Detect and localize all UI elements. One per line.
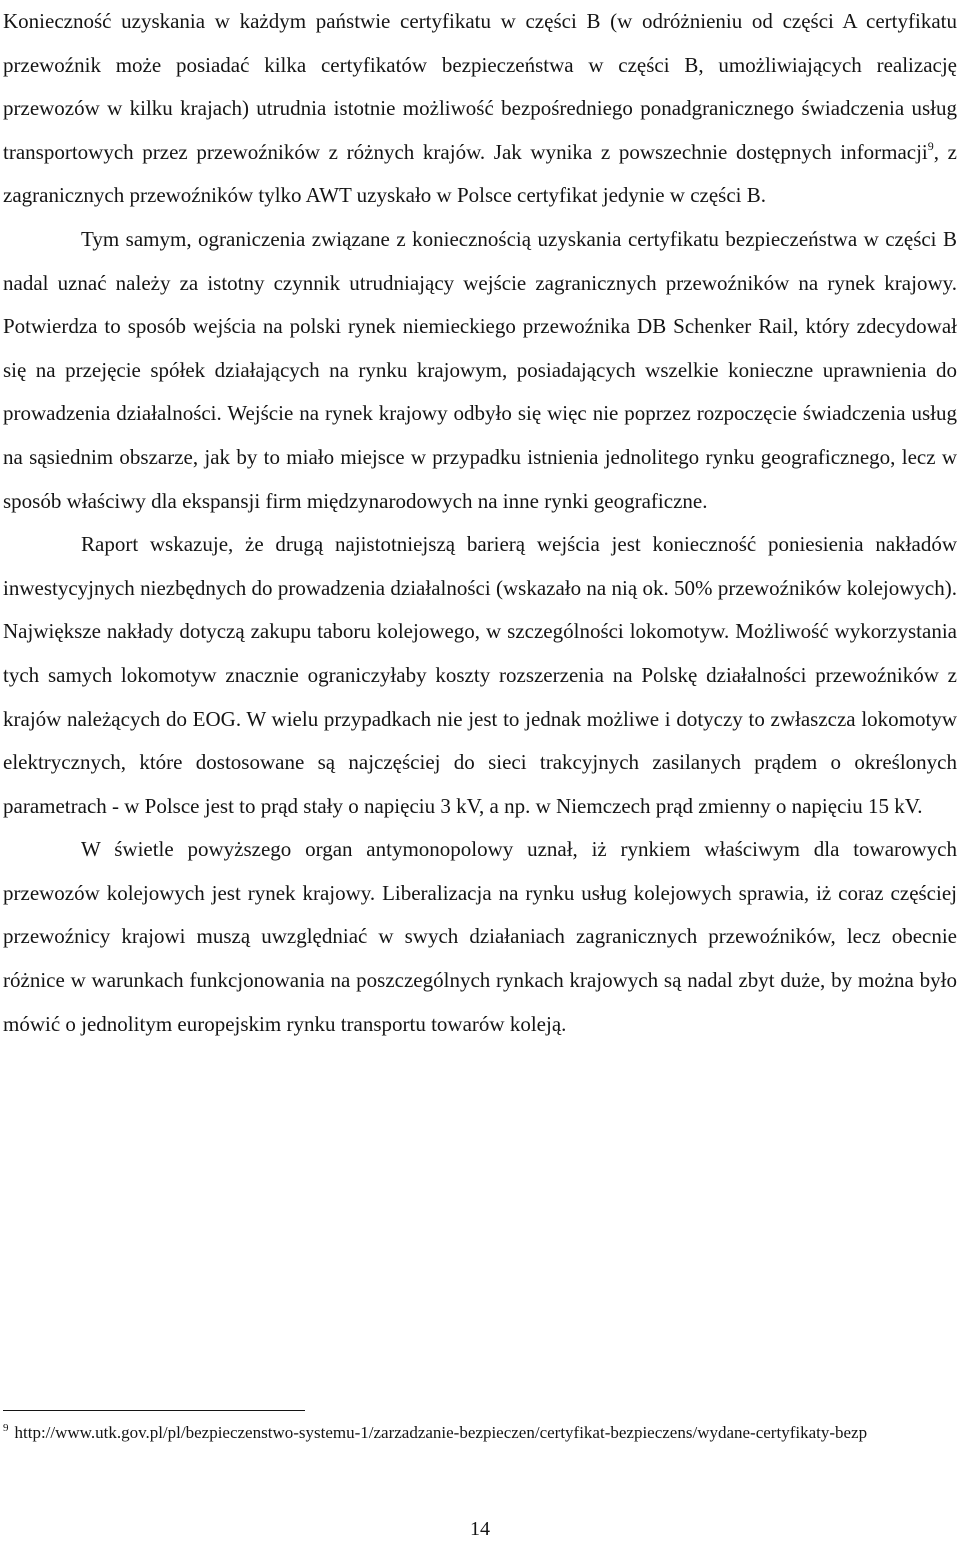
footnote-number: 9	[3, 1422, 9, 1434]
body-text	[3, 0, 957, 1046]
footnote-separator	[3, 1410, 305, 1411]
paragraph-2: Tym samym, ograniczenia związane z koniecznością uzyskania certyfikatu bezpieczeństwa w części B nadal uznać należy za istotny czynnik utrudniający wejście zagranicznych przewoźników na rynek krajowy. Potwierdza to sposób wejścia na polski rynek niemieckiego przewoźnika DB Schenker Rail, który zdecydował się na przejęcie spółek działających na rynku krajowym, posiadających wszelkie konieczne uprawnienia do prowadzenia działalności. Wejście na rynek krajowy odbyło się więc nie poprzez rozpoczęcie świadczenia usług na sąsiednim obszarze, jak by to miało miejsce w przypadku istnienia jednolitego rynku geograficznego, lecz w sposób właściwy dla ekspansji firm międzynarodowych na inne rynki geograficzne.	[3, 226, 957, 513]
footnote-reference[interactable]: 9	[927, 138, 934, 153]
paragraph-4: W świetle powyższego organ antymonopolowy uznał, iż rynkiem właściwym dla towarowych przewozów kolejowych jest rynek krajowy. Liberalizacja na rynku usług kolejowych sprawia, iż coraz częściej przewoźnicy krajowi muszą uwzględniać w swych działaniach zagranicznych przewoźników, lecz obecnie różnice w warunkach funkcjonowania na poszczególnych rynkach krajowych są nadal zbyt duże, by można było mówić o jednolitym europejskim rynku transportu towarów koleją.	[3, 837, 957, 1036]
paragraph-1-text-a: Konieczność uzyskania w każdym państwie certyfikatu w części B (w odróżnieniu od części A certyfikatu przewoźnik może posiadać kilka certyfikatów bezpieczeństwa w części B, umożliwiających realizację przewozów w kilku krajach) utrudnia istotnie możliwość bezpośredniego ponadgranicznego świadczenia usług transportowych przez przewoźników z różnych krajów. Jak wynika z powszechnie dostępnych informacji	[3, 9, 957, 164]
footnote	[3, 1420, 953, 1445]
footnote-url[interactable]: http://www.utk.gov.pl/pl/bezpieczenstwo-systemu-1/zarzadzanie-bezpieczen/certyfikat-bezpieczens/wydane-certyfikaty-bezp	[14, 1423, 868, 1442]
paragraph-1	[3, 0, 957, 218]
paragraph-1-text-b: , z zagranicznych przewoźników tylko AWT uzyskało w Polsce certyfikat jedynie w części B.	[3, 139, 957, 208]
page-number: 14	[470, 1518, 490, 1540]
paragraph-3: Raport wskazuje, że drugą najistotniejszą barierą wejścia jest konieczność poniesienia nakładów inwestycyjnych niezbędnych do prowadzenia działalności (wskazało na nią ok. 50% przewoźników kolejowych). Największe nakłady dotyczą zakupu taboru kolejowego, w szczególności lokomotyw. Możliwość wykorzystania tych samych lokomotyw znacznie ograniczyłaby koszty rozszerzenia na Polskę działalności przewoźników z krajów należących do EOG. W wielu przypadkach nie jest to jednak możliwe i dotyczy to zwłaszcza lokomotyw elektrycznych, które dostosowane są najczęściej do sieci trakcyjnych zasilanych prądem o określonych parametrach - w Polsce jest to prąd stały o napięciu 3 kV, a np. w Niemczech prąd zmienny o napięciu 15 kV.	[3, 532, 957, 818]
